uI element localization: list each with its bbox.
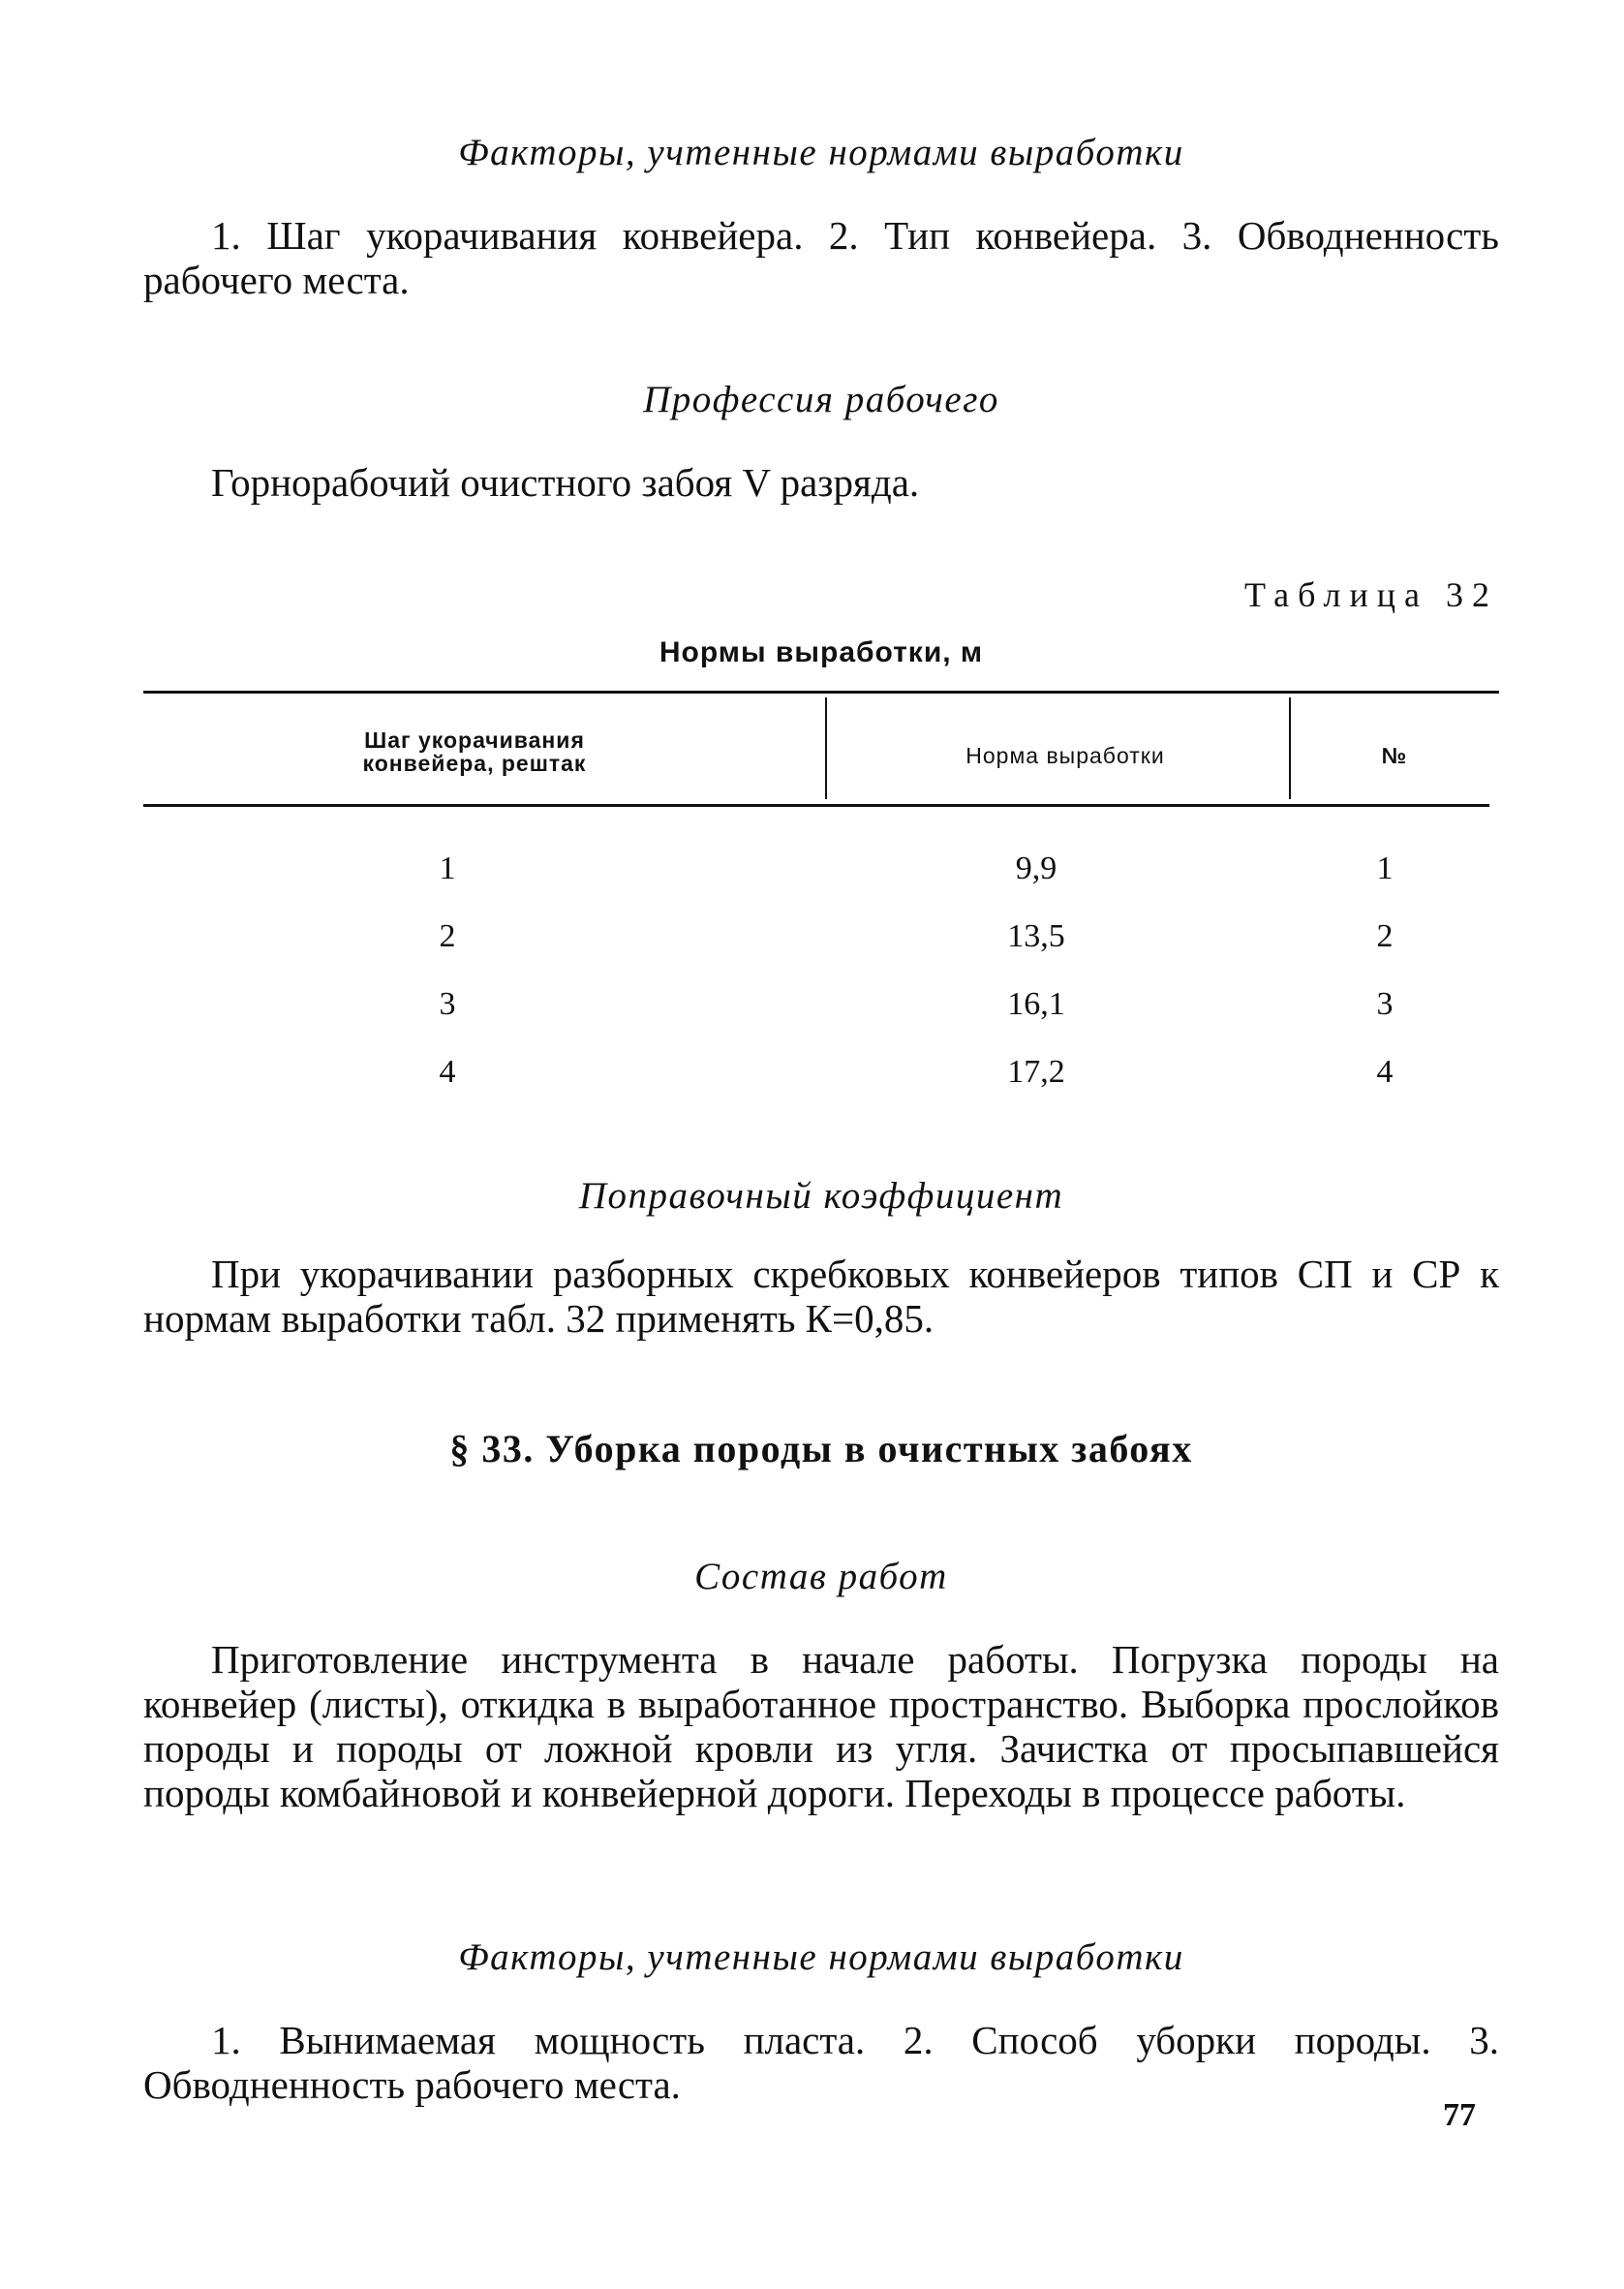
cell-norm: 17,2: [1007, 1054, 1065, 1090]
cell-number: 2: [1376, 918, 1394, 954]
cell-number: 1: [1376, 851, 1394, 886]
cell-number: 4: [1376, 1054, 1394, 1090]
profession-heading: Профессия рабочего: [643, 379, 999, 420]
cell-norm: 16,1: [1007, 986, 1065, 1022]
table-col-divider-1: [825, 697, 827, 799]
cell-step: 1: [439, 851, 456, 886]
coefficient-text: При укорачивании разборных скребковых конвейеров типов СП и СР к нормам выработки табл. 32 применять К=0,85.: [143, 1252, 1499, 1341]
factors-text: 1. Шаг укорачивания конвейера. 2. Тип конвейера. 3. Обводненность рабочего места.: [143, 213, 1499, 302]
cell-number: 3: [1376, 986, 1394, 1022]
cell-norm: 9,9: [1015, 851, 1057, 886]
table-title: Нормы выработки, м: [659, 636, 984, 668]
cell-step: 3: [439, 986, 456, 1022]
header-step-line2: конвейера, рештак: [362, 751, 587, 776]
table-col-divider-2: [1289, 697, 1291, 799]
coefficient-heading: Поправочный коэффициент: [578, 1175, 1064, 1217]
factors-text-2: 1. Вынимаемая мощность пласта. 2. Способ уборки породы. 3. Обводненность рабочего места.: [143, 2018, 1499, 2107]
work-composition-text: Приготовление инструмента в начале работы. Погрузка породы на конвейер (листы), откидка в выработанное пространство. Выборка прослойков породы и породы от ложной кровли из угля. Зачистка от просыпавшейся породы комбайновой и конвейерной дороги. Переходы в процессе работы.: [143, 1637, 1499, 1815]
page-number: 77: [1443, 2097, 1476, 2133]
profession-text: Горнорабочий очистного забоя V разряда.: [211, 460, 920, 505]
section-title: § 33. Уборка породы в очистных забоях: [449, 1427, 1193, 1470]
table-header-rule: [143, 804, 1489, 807]
table-top-rule: [143, 691, 1499, 694]
work-composition-heading: Состав работ: [694, 1556, 948, 1597]
header-number: №: [1381, 743, 1408, 768]
header-step-line1: Шаг укорачивания: [364, 727, 585, 753]
cell-norm: 13,5: [1007, 918, 1065, 954]
factors-heading: Факторы, учтенные нормами выработки: [458, 132, 1184, 173]
cell-step: 4: [439, 1054, 456, 1090]
cell-step: 2: [439, 918, 456, 954]
table-label: Таблица 32: [1244, 575, 1498, 614]
factors-heading-2: Факторы, учтенные нормами выработки: [458, 1936, 1184, 1978]
header-norm: Норма выработки: [965, 743, 1165, 768]
